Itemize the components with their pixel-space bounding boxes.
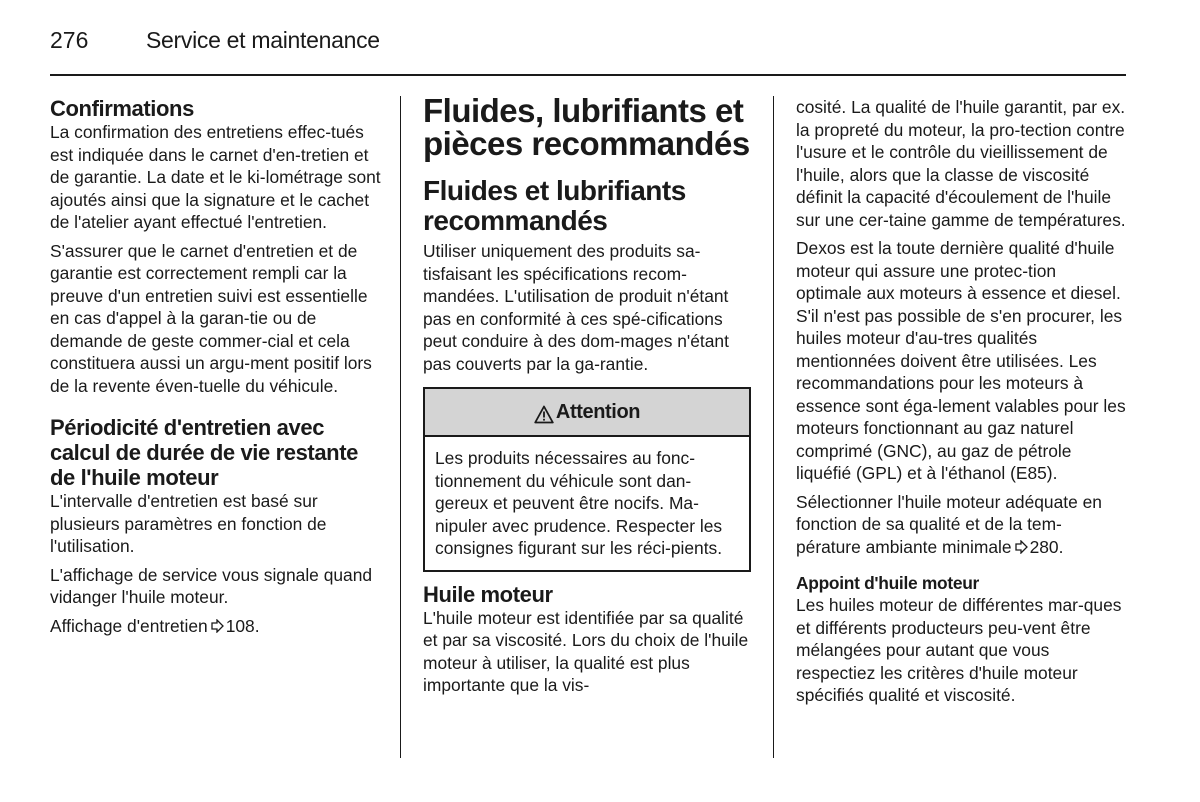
oil-selection-paragraph [796,491,1126,559]
cross-reference-arrow-icon [210,619,224,633]
column-middle [423,92,753,697]
engine-oil-heading: Huile moteur [423,581,553,607]
column-right [796,96,1126,707]
page-number: 276 [50,27,89,53]
oil-topup-paragraph: Les huiles moteur de différentes mar-ques et différents producteurs peu-vent être mélangées pour autant que vous respectiez les critères d'huile moteur spécifiés qualité et viscosité. [796,595,1122,705]
service-interval-heading: Périodicité d'entretien avec calcul de durée de vie restante de l'huile moteur [50,415,358,490]
cross-reference-arrow-icon [1014,540,1028,554]
viscosity-paragraph: cosité. La qualité de l'huile garantit, par ex. la propreté du moteur, la pro-tection contre l'usure et le contrôle du vieillissement de l'huile, alors que la classe de viscosité définit la capacité d'écoulement de l'huile sur une cer-taine gamme de températures. [796,97,1126,230]
service-display-page-ref[interactable]: 108. [225,615,260,636]
oil-selection-text: Sélectionner l'huile moteur adéquate en fonction de sa qualité et de la tem-pérature ambiante minimale [796,491,1102,557]
running-header-title: Service et maintenance [146,27,380,53]
attention-body [425,437,749,570]
column-left [50,96,383,637]
service-interval-paragraph-2: L'affichage de service vous signale quand vidanger l'huile moteur. [50,564,373,607]
service-display-reference [50,615,383,638]
confirmations-paragraph-1: La confirmation des entretiens effec-tués est indiquée dans le carnet d'en-tretien et de garantie. La date et le ki-lométrage sont ajoutés ainsi que la signature et le cachet de l'atelier ayant effectué l'entretien. [50,122,381,232]
service-display-text: Affichage d'entretien [50,615,208,636]
fluids-subtitle: Fluides et lubrifiants recommandés [423,175,686,236]
warning-triangle-icon [534,405,554,424]
attention-text: Les produits nécessaires au fonc-tionnement du véhicule sont dan-gereux et peuvent être nocifs. Ma-nipuler avec prudence. Respecter les consignes figurant sur les réci-pients. [435,448,723,558]
confirmations-heading: Confirmations [50,96,194,121]
page-header [50,26,1126,76]
fluids-intro-paragraph: Utiliser uniquement des produits sa-tisfaisant les spécifications recom-mandées. L'utilisation de produit n'étant pas en conformité à ces spé-cifications peut conduire à des dom-mages n'étant pas couverts par la ga-rantie. [423,241,729,374]
oil-selection-page-ref[interactable]: 280. [1029,536,1064,557]
header-divider [50,74,1126,76]
column-divider-1 [400,96,401,758]
attention-header [425,389,749,437]
attention-label: Attention [555,400,641,423]
column-divider-2 [773,96,774,758]
attention-box [423,387,751,572]
engine-oil-paragraph: L'huile moteur est identifiée par sa qualité et par sa viscosité. Lors du choix de l'huile moteur à utiliser, la qualité est plus importante que la vis- [423,607,749,695]
service-interval-paragraph-1: L'intervalle d'entretien est basé sur plusieurs paramètres en fonction de l'utilisation. [50,491,327,556]
dexos-paragraph: Dexos est la toute dernière qualité d'huile moteur qui assure une protec-tion optimale aux moteurs à essence et diesel. S'il n'est pas possible de s'en procurer, les huiles moteur d'au-tres qualités mentionnées doivent être utilisées. Les recommandations pour les moteurs à essence sont éga-lement valables pour les moteurs fonctionnant au gaz naturel comprimé (GNC), au gaz de pétrole liquéfié (GPL) et à l'éthanol (E85). [796,238,1126,483]
confirmations-paragraph-2: S'assurer que le carnet d'entretien et de garantie est correctement rempli car la preuve d'un entretien suivi est essentielle en cas d'appel à la garan-tie ou de demande de geste commer-cial et cela constituera aussi un argu-ment positif lors de la revente éven-tuelle du véhicule. [50,240,372,396]
oil-topup-heading: Appoint d'huile moteur [796,573,980,593]
fluids-main-title: Fluides, lubrifiants et pièces recommandés [423,92,750,162]
